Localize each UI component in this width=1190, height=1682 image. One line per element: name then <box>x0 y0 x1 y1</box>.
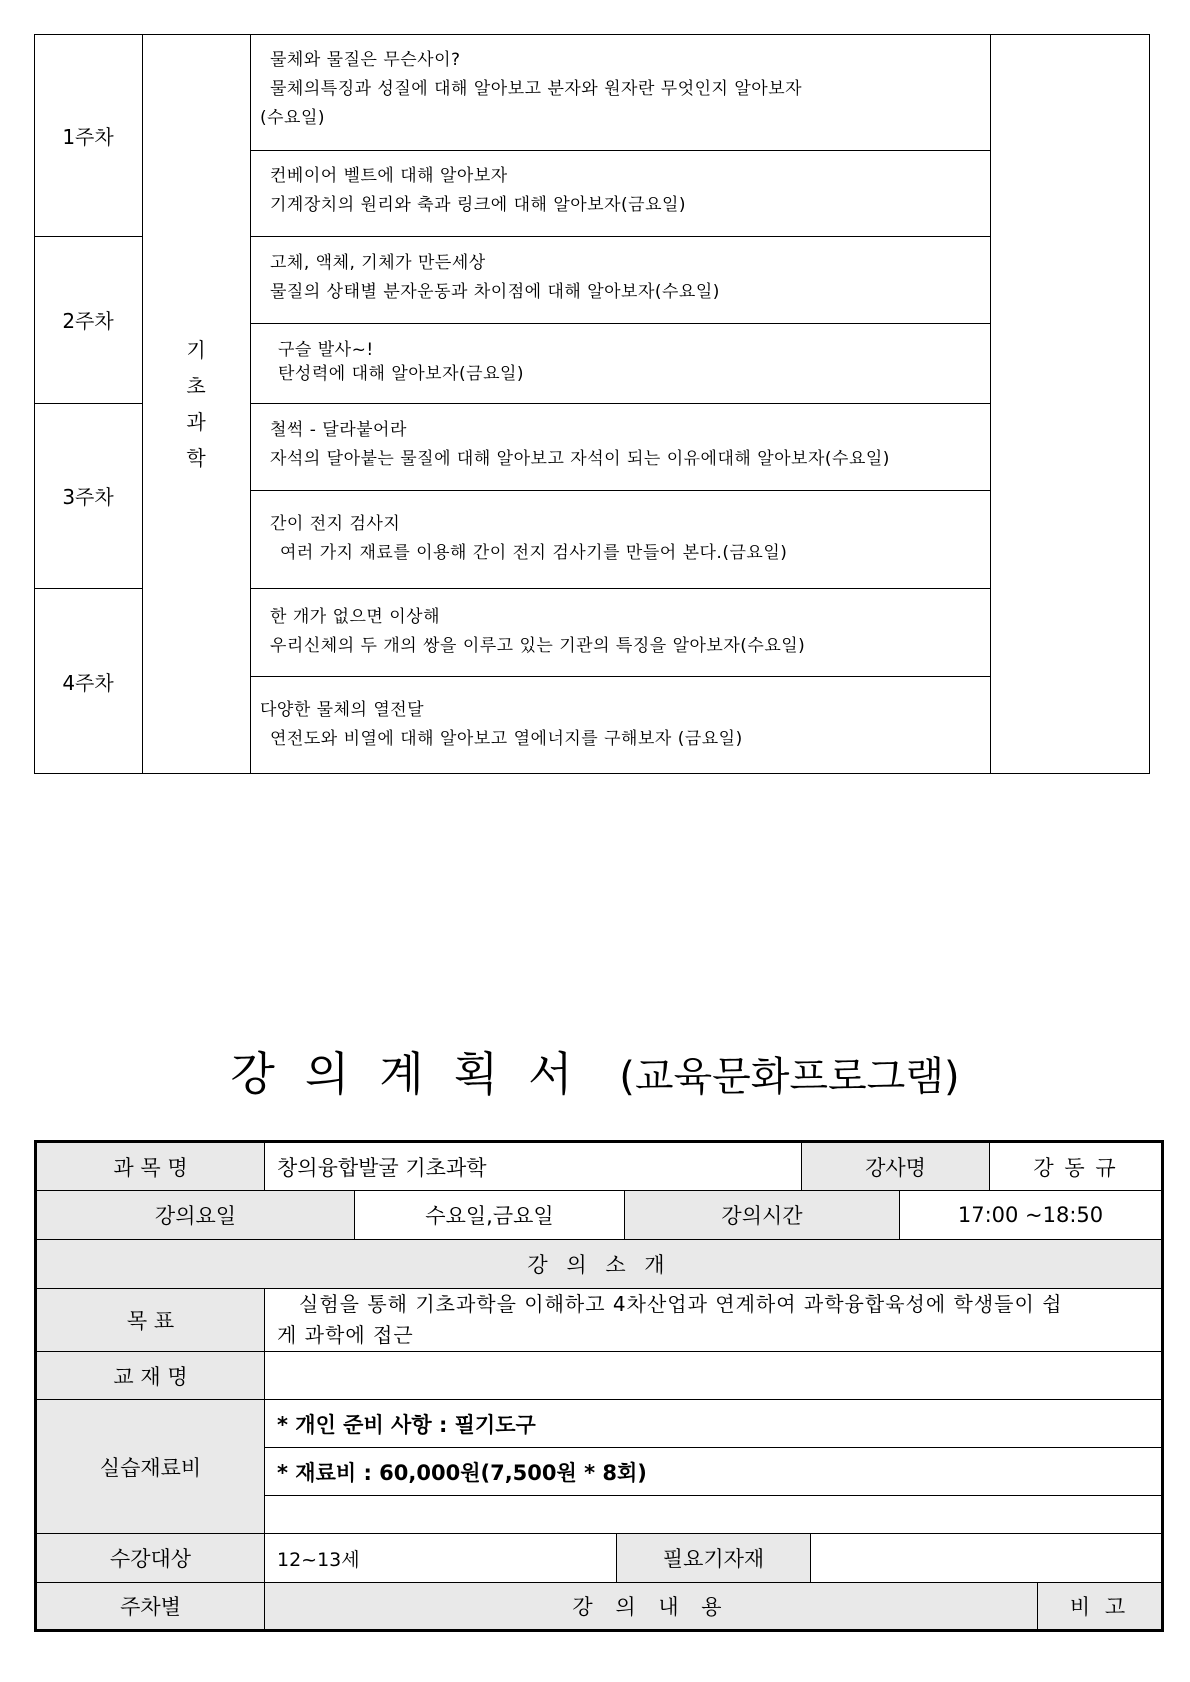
lesson-desc: 여러 가지 재료를 이용해 간이 전지 검사기를 만들어 본다.(금요일) <box>280 543 788 563</box>
content-column-header: 강 의 내 용 <box>265 1583 1038 1629</box>
lesson-desc: 물체의특징과 성질에 대해 알아보고 분자와 원자란 무엇인지 알아보자 <box>270 79 803 99</box>
intro-header: 강 의 소 개 <box>37 1240 1161 1289</box>
lesson-5 <box>250 416 990 474</box>
week-2-label: 2주차 <box>62 309 114 333</box>
week-4-label: 4주차 <box>62 670 114 695</box>
lesson-title: 한 개가 없으면 이상해 <box>270 607 441 627</box>
lesson-2 <box>250 162 990 220</box>
week-3-label: 3주차 <box>62 485 114 509</box>
lesson-desc: 기계장치의 원리와 축과 링크에 대해 알아보자(금요일) <box>270 195 687 215</box>
lesson-title: 구슬 발사~! <box>278 340 374 360</box>
lesson-1 <box>250 46 990 133</box>
course-info-table <box>34 1140 1164 1632</box>
category-char: 초 <box>186 374 206 398</box>
lesson-day: (수요일) <box>260 108 326 128</box>
category-char: 학 <box>186 446 206 470</box>
lesson-desc: 자석의 달아붙는 물질에 대해 알아보고 자석이 되는 이유에대해 알아보자(수요일) <box>270 449 890 469</box>
material-line-3 <box>265 1496 1161 1534</box>
goal-line: 게 과학에 접근 <box>277 1323 414 1347</box>
lesson-6 <box>250 510 990 568</box>
lecture-time-value: 17:00 ~18:50 <box>900 1191 1161 1240</box>
material-line-2: * 재료비 : 60,000원(7,500원 * 8회) <box>265 1448 1161 1496</box>
textbook-value <box>265 1352 1161 1400</box>
category-label <box>142 34 250 774</box>
lesson-title: 철썩 - 달라붙어라 <box>270 420 407 440</box>
lesson-desc: 탄성력에 대해 알아보자(금요일) <box>278 364 525 384</box>
weekly-schedule-table <box>34 34 1150 774</box>
teacher-value: 강 동 규 <box>990 1143 1161 1191</box>
lesson-8 <box>250 696 990 754</box>
note-column-header: 비 고 <box>1038 1583 1161 1629</box>
course-name-value: 창의융합발굴 기초과학 <box>265 1143 802 1191</box>
lesson-title: 물체와 물질은 무슨사이? <box>270 50 461 70</box>
title-main: 강의계획서 <box>230 1047 603 1101</box>
category-char: 기 <box>186 338 206 362</box>
week-column-header: 주차별 <box>37 1583 265 1629</box>
lesson-desc: 우리신체의 두 개의 쌍을 이루고 있는 기관의 특징을 알아보자(수요일) <box>270 636 806 656</box>
lesson-title: 고체, 액체, 기체가 만든세상 <box>270 253 486 273</box>
material-cost-label: 실습재료비 <box>37 1400 265 1534</box>
goal-value <box>265 1289 1161 1352</box>
equipment-value <box>811 1534 1161 1583</box>
material-line-1: * 개인 준비 사항 : 필기도구 <box>265 1400 1161 1448</box>
lesson-7 <box>250 603 990 661</box>
lesson-3 <box>250 249 990 307</box>
lesson-title: 간이 전지 검사지 <box>270 514 401 534</box>
lecture-day-label: 강의요일 <box>37 1191 355 1240</box>
week-1-label: 1주차 <box>62 124 114 149</box>
course-name-label: 과 목 명 <box>37 1143 265 1191</box>
target-label: 수강대상 <box>37 1534 265 1583</box>
lesson-title: 컨베이어 벨트에 대해 알아보자 <box>270 166 508 186</box>
lesson-desc: 물질의 상태별 분자운동과 차이점에 대해 알아보자(수요일) <box>270 282 720 302</box>
lecture-day-value: 수요일,금요일 <box>355 1191 625 1240</box>
textbook-label: 교 재 명 <box>37 1352 265 1400</box>
lesson-desc: 연전도와 비열에 대해 알아보고 열에너지를 구해보자 (금요일) <box>270 729 743 749</box>
goal-line: 실험을 통해 기초과학을 이해하고 4차산업과 연계하여 과학융합육성에 학생들이 쉽 <box>299 1292 1063 1316</box>
lesson-4 <box>250 338 990 386</box>
lesson-title: 다양한 물체의 열전달 <box>260 700 425 720</box>
goal-label: 목 표 <box>37 1289 265 1352</box>
teacher-label: 강사명 <box>802 1143 990 1191</box>
page-title <box>0 1038 1190 1104</box>
equipment-label: 필요기자재 <box>617 1534 811 1583</box>
category-char: 과 <box>186 410 206 434</box>
lecture-time-label: 강의시간 <box>625 1191 900 1240</box>
title-sub: (교육문화프로그램) <box>619 1054 960 1100</box>
target-value: 12~13세 <box>265 1534 617 1583</box>
